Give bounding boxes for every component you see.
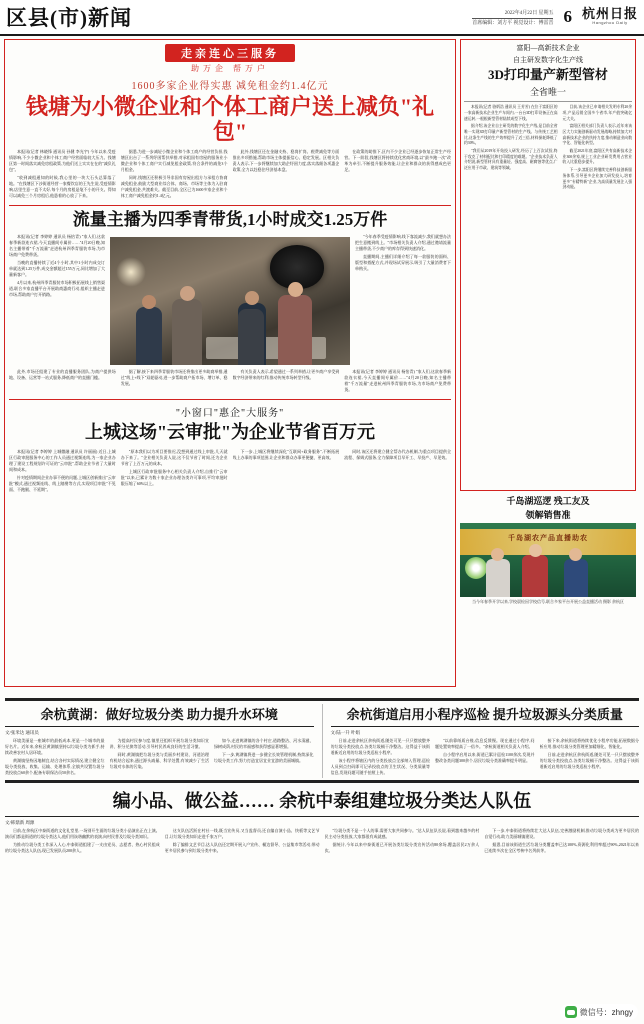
featured-block-frame [4, 39, 456, 687]
lead-kicker: 1600多家企业得实惠 减免租金约1.4亿元 [131, 81, 329, 92]
article-column [484, 828, 639, 856]
person-figure [136, 307, 162, 365]
paragraph: 同时,钱塘区还积极引导非国有房屋出租方与承租方协商减免租金,鼓励大型商业综合体、商场、市场等主体为入驻商户减免租金,共渡难关。截至目前,全区已为1600多家企业和个体工商户减免租金约1.4亿元。 [120, 174, 228, 198]
article-column [540, 738, 640, 778]
bottom-wide-byline: 文/韩鼎新 周源 [5, 819, 35, 825]
program-logo-icon [465, 557, 487, 579]
paragraph: 这支队伍活跃在村社一线,既当宣传员,又当监督员,还自编自演小品、快板等文艺节目,让垃圾分类知识走进千家万户。 [164, 827, 320, 839]
paragraph: 为提高村民参与度,镇里还组织开展垃圾分类知识宣讲、积分兑换等活动,引导村民养成良好的生活习惯。 [109, 737, 209, 749]
paragraph: 上城区行政审批服务中心相关负责人介绍,自推行"云审批"以来,已累计为数十家企业办理各类许可事项,平均审批时限压缩了60%以上。 [120, 468, 228, 486]
feature-headline: 3D打印量产新型管材 [488, 67, 608, 82]
article-column [214, 738, 314, 778]
story2-top [9, 234, 451, 367]
article-column [165, 828, 320, 856]
bottom-right-columns [331, 738, 640, 778]
paragraph: 日前,走进余杭区余杭街道,随处可见一只只摆放整齐的垃圾分类投放点,各类垃圾桶干净整洁。这得益于该街道新近启用的垃圾分类巡检小程序。 [539, 751, 639, 769]
person-figure [238, 309, 264, 365]
campaign-banner [9, 44, 451, 74]
article-column [121, 369, 228, 395]
section-divider [9, 399, 451, 400]
person-head [142, 295, 156, 309]
paragraph: "收到减租通知的时候,我心里的一块大石头总算落了地。"在钱塘区下沙街道经营一家餐饮店的王先生说,受疫情影响,店里生意一直不太好,每个月的房租是笔不小的开支。得知可以减免三个月房租后,他悬着的心放了下来。 [9, 174, 116, 198]
article-column [325, 828, 480, 856]
editor-line: 首席编辑：刘方平 视觉设计：傅雷晋 [472, 21, 554, 26]
tv-promo-title-1: 千岛湖巡逻 残工友及 [506, 496, 590, 506]
campaign-banner-main: 走亲连心三服务 [165, 44, 295, 62]
paragraph: 据统计,今年以来中泰街道已开展各类垃圾分类宣传活动80余场,覆盖居民2万余人次。 [324, 841, 480, 853]
article-column [121, 449, 228, 495]
article-column [233, 449, 340, 495]
feature-story-frame [460, 39, 636, 491]
paragraph: "原本我们以为项目要推迟,没想到通过线上审批,几天就办下来了。"企业相关负责人说,这不仅节省了时间,还为企业节省了上百万元的成本。 [120, 448, 228, 466]
article-column [233, 369, 340, 395]
bottom-wide-section [0, 780, 644, 856]
paragraph: 直播期间,主播们详细介绍了每一款服装的面料、版型和搭配方式,并现场试穿展示,吸引了大量消费者下单购买。 [355, 253, 451, 271]
banner-strip-text: 千岛湖农产品直播助农 [508, 534, 588, 543]
paragraph: 当晚的直播持续了近4个小时,其中1小时内成交订单就达到1.25万件,成交金额超过155万元,同比增加了大量新客户。 [9, 259, 105, 277]
paragraph: 富阳区相关部门负责人表示,近年来该区大力实施创新驱动发展战略,持续加大对高新技术企业的扶持力度,推动制造业向数字化、智能化转型。 [562, 124, 632, 146]
person-figure [278, 295, 312, 365]
person-head [288, 282, 303, 297]
paragraph: 下一步,富阳区将继续完善科技创新服务体系,引导更多企业加大研发投入,培育更多"专精特新"企业,为高质量发展注入强劲动能。 [562, 168, 632, 190]
story2-photo-wrap [110, 234, 350, 367]
column-divider [322, 704, 323, 778]
paper-logo [582, 7, 638, 26]
paragraph: 据悉,目前该街道生活垃圾分类覆盖率已达100%,资源化利用率超过90%,2021年以来已连续多次在全区考核中名列前茅。 [484, 841, 639, 853]
bottom-right-story [331, 704, 640, 778]
paragraph: "垃圾分类不是一个人的事,需要大家共同参与。"达人队伍队长说,看到越来越多的村民主动分类投放,大家都很有成就感。 [324, 827, 480, 839]
paragraph: 同时,黄湖镇把垃圾分类与美丽乡村建设、河道治理有机结合起来,通过源头减量、科学处置,有效减少了生活垃圾对水体的污染。 [109, 751, 209, 769]
article-column [344, 369, 451, 395]
bottom-right-byline: 文/陆一升 叶娟 [330, 729, 360, 735]
person-figure [172, 299, 202, 365]
paragraph: "以前靠纸质台账,信息反馈慢。现在通过小程序,问题处置效率提高了一倍多。"余杭街道相关负责人介绍。 [435, 737, 535, 749]
bottom-left-story [5, 704, 314, 778]
article-column [5, 738, 105, 778]
tv-promo-title-2: 领解销售准 [525, 510, 571, 521]
paragraph: 接下来,余杭街道将持续优化小程序功能,拓展数据分析应用,推动垃圾分类管理更加精细化、智能化。 [539, 737, 639, 749]
page-body [0, 36, 644, 696]
paragraph: "今年春季受疫情影响,线下客流减少,我们就想办法把生意搬到线上。"市场相关负责人介绍,通过邀请流量主播带货,不少商户的库存得到快速消化。 [355, 233, 451, 251]
bottom-right-title: 余杭街道启用小程序巡检 提升垃圾源头分类质量 [346, 707, 623, 722]
paragraph: 此外,钱塘区还在金融支持、稳岗扩岗、税费减免等方面推出多项措施,帮助市场主体提振信心、稳定发展。区相关负责人表示,下一步将继续加大助企纾困力度,落实落细各项惠企政策,全力以赴稳住经济基本盘。 [232, 148, 340, 172]
bottom-left-columns [5, 738, 314, 778]
bottom-left-byline: 文/张米达 通讯员 [5, 729, 39, 735]
lead-headline: 钱塘为小微企业和个体工商户送上减负"礼包" [25, 94, 435, 145]
section-divider [9, 205, 451, 206]
person-figure [522, 555, 548, 597]
feature-columns [464, 105, 632, 193]
masthead [0, 0, 644, 36]
story3-headline: 上城这场"云审批"为企业节省百万元 [85, 421, 375, 442]
paragraph: 据介绍,该企业自主研发的数字化生产线,是目前全省唯一实现3D打印量产新型管材的生产线。与传统工艺相比,这条生产线的生产效率提升了近三倍,材料损耗降低了约30%。 [464, 124, 558, 146]
title-rule [331, 726, 640, 727]
section-rule [5, 698, 639, 701]
wechat-icon [565, 1006, 577, 1018]
feature-subhead: 全省唯一 [529, 87, 566, 98]
title-rule [5, 816, 639, 817]
paragraph: 在政策的助推下,区内不少企业已经逐步恢复正常生产经营。下一阶段,钱塘区将持续优化营商环境,以"最多跑一次"改革为牵引,不断提升服务效能,让企业和群众的获得感成色更足。 [344, 148, 451, 172]
masthead-meta [472, 7, 553, 28]
person-figure [486, 559, 510, 597]
section-rule [5, 780, 639, 783]
tv-promo-photo [460, 523, 636, 597]
paper-name: 杭州日报 [581, 5, 638, 21]
campaign-banner-sub: 助万企 帮万户 [191, 64, 269, 73]
paragraph: 下一步,中泰街道将持续壮大达人队伍,完善激励机制,推动垃圾分类成为更多居民的自觉行动,助力美丽城镇建设。 [484, 827, 639, 839]
article-column [9, 149, 116, 201]
article-column [5, 828, 160, 856]
article-column [9, 234, 105, 367]
light-glow [116, 257, 146, 287]
article-column [121, 149, 228, 201]
paragraph: 4月以来,杭州四季青服装市场积极拓展线上销售渠道,联合多家直播平台开展助商惠商行动,组织主播走进市场,帮助商户打开销路。 [9, 279, 105, 297]
article-column [331, 738, 431, 778]
bottom-left-title: 余杭黄湖：做好垃圾分类 助力提升水环境 [40, 707, 278, 722]
article-column [464, 105, 558, 193]
left-column [4, 39, 456, 696]
paragraph: 据悉,为进一步减轻小微企业和个体工商户的经营负担,钱塘区出台了一系列纾困帮扶举措,对承租国有房屋的服务业小微企业和个体工商户实行减免租金政策,符合条件的减免3个月租金。 [120, 148, 228, 172]
paragraph: 截至2021年底,富阳区共有高新技术企业300余家,规上工业企业研发费用占营业收入比重稳步提升。 [562, 149, 632, 165]
paragraph: 本报讯(记者 林晓锋 通讯员 孙健 李光宇) 今年以来,受疫情影响,不少小微企业和个体工商户经营面临较大压力。钱塘区第一时间落实减免房租政策,为他们送上实实在在的"减负礼包"。 [9, 148, 116, 172]
paragraph: 日前,在余杭区中泰街道的文化礼堂里,一场别开生面的垃圾分类小品演出正在上演。演员们都是街道的垃圾分类达人,他们用诙谐幽默的表演,向村民普及垃圾分类知识。 [5, 827, 160, 839]
person-figure [564, 559, 588, 597]
feature-kicker-1: 富阳—高新技术企业 [516, 44, 580, 52]
date-line: 2022年4月22日 星期五 [504, 10, 554, 16]
wechat-watermark [560, 1004, 638, 1020]
article-column [9, 369, 116, 395]
paragraph: 本报讯(记者 李婷婷 上城微融 通讯员 许丽丽) 近日,上城区行政审批服务中心的工作人员通过视频连线,为一家企业办理了建设工程规划许可证的"云审批",帮助企业节省了大量时间和成本。 [9, 448, 116, 472]
lead-story-columns [9, 149, 451, 201]
paragraph: 针对疫情期间企业办事不便的问题,上城区创新推出"云审批"模式,通过视频连线、线上踏勘等方式,实现项目审批"不见面、不跑腿、不延期"。 [9, 474, 116, 492]
paragraph: 环境美丽是一座城市的最低成本,更是一个城市的最好名片。近年来,余杭区黄湖镇坚持以垃圾分类为抓手,持续改善农村人居环境。 [5, 737, 105, 755]
watermark-text: 微信号：zhngy [579, 1007, 633, 1017]
paragraph: 黄湖镇坚持因地制宜,结合各村实际情况,建立健全垃圾分类投放、收集、运输、处理体系,全镇共设置垃圾分类投放点60余个,配备专职保洁员50余名。 [5, 757, 105, 775]
article-column [344, 149, 451, 201]
feature-divider [464, 101, 632, 102]
title-rule [5, 726, 314, 727]
live-streaming-photo [110, 237, 350, 365]
paragraph: 如今,走进黄湖镇的各个村庄,道路整洁、河水清澈、绿树成荫,村民的幸福感和获得感显著增强。 [214, 737, 314, 749]
paragraph: 本报讯(记者 骆炳浩 通讯员 王芳芳) 在位于富阳区的一家高新技术企业生产车间内,一台台3D打印设备正在高速运转,一根根新型管材陆续成型下线。 [464, 105, 558, 121]
bottom-two-up-section [0, 698, 644, 778]
tv-promo-block [460, 495, 636, 605]
paragraph: 下一步,上城区将继续深化"互联网+政务服务",不断拓展线上办事的事项范围,让企业和群众办事更便捷、更高效。 [232, 448, 340, 460]
article-column [233, 149, 340, 201]
article-column [563, 105, 632, 193]
paragraph: "我们从2019年开始投入研发,经历了上百次试验,终于攻克了材料配比和打印精度的难题。"企业技术负责人介绍说,新型管材具有重量轻、强度高、耐腐蚀等优点,广泛应用于市政、建筑等领域。 [464, 149, 558, 171]
story3-subhead: "小窗口"惠企"大服务" [175, 407, 285, 419]
article-column [435, 738, 535, 778]
paragraph: 自小程序启用以来,街道已累计巡检1100余次,发现并整改各类问题300余个,居民垃圾分类准确率提升明显。 [435, 751, 535, 763]
paragraph: 目前,该企业已申请相关发明专利20余项,产品远销全国多个省市,年产值突破亿元大关。 [562, 105, 632, 121]
paragraph: 该小程序将辖区内的分类投放点全部纳入管理,巡检人员到点扫码即可记录投放点的卫生状况、分类质量等信息,发现问题可随手拍照上传。 [330, 757, 430, 775]
right-column [460, 39, 636, 696]
paper-name-en: Hangzhou Daily [592, 19, 628, 25]
paragraph: 有关负责人表示,希望通过一系列举措,让更多商户享受到数字经济带来的红利,推动传统市场转型升级。 [232, 368, 340, 380]
paragraph: 日前,走进余杭区余杭街道,随处可见一只只摆放整齐的垃圾分类投放点,各类垃圾桶干净整洁。这得益于该街道新近启用的垃圾分类巡检小程序。 [330, 737, 430, 755]
article-column [110, 738, 210, 778]
story2-headline: 流量主播为四季青带货,1小时成交1.25万件 [72, 209, 388, 229]
person-head [245, 291, 259, 305]
photo-caption: 当今年春季开学以来,学校晨检因学校信号,联合多家平台开展公益直播活动 摄影 余杭区 [472, 599, 624, 605]
article-column [9, 449, 116, 495]
masthead-right [472, 7, 644, 28]
paragraph: 本报讯(记者 李婷婷 通讯员 杨怡青) "家人们,这款春季新款连衣裙,今天直播间专属价……"4月20日晚,知名主播带着"千万流量"走进杭州四季青服装市场,为市场商户免费带货。 [9, 233, 105, 257]
paragraph: 本报讯(记者 李婷婷 通讯员 杨怡青) "家人们,这款春季新款连衣裙,今天直播间专属价……"4月20日晚,知名主播带着"千万流量"走进杭州四季青服装市场,为市场商户免费带货。 [344, 368, 451, 392]
page-number: 6 [563, 7, 572, 26]
story3-columns [9, 449, 451, 495]
feature-kicker-2: 自主研发数字化生产线 [513, 55, 583, 64]
section-title: 区县(市)新闻 [6, 6, 132, 30]
paragraph: 下一步,黄湖镇将进一步健全长效管理机制,持续深化垃圾分类工作,努力打造宜居宜业宜游的美丽城镇。 [214, 751, 314, 763]
meta-divider [472, 18, 553, 19]
bottom-wide-columns [5, 828, 639, 856]
person-head [180, 286, 195, 301]
paragraph: 同时,该区还将建立健全帮办代办机制,为重点项目提供全流程、保姆式服务,全力保障项目早开工、早投产、早见效。 [344, 448, 451, 460]
bottom-split [5, 704, 639, 778]
article-column [355, 234, 451, 367]
paragraph: 此外,市场还组建了专业的直播服务团队,为商户提供场地、设备、运营等一站式服务,降低商户的直播门槛。 [9, 368, 116, 380]
paragraph: 除了编排文艺节目,达人队伍还定期开展入户宣传、桶边督导、公益集市等活动,带动更多居民参与到垃圾分类中来。 [164, 841, 320, 853]
story2-bottom [9, 369, 451, 395]
paragraph: 为推动垃圾分类工作深入人心,中泰街道组建了一支由党员、志愿者、热心村民组成的垃圾分类达人队伍,现已发展队员200余人。 [5, 841, 160, 853]
bottom-wide-title: 编小品、做公益…… 余杭中泰组建垃圾分类达人队伍 [112, 790, 532, 811]
paragraph: 据了解,接下来四季青服装市场还将推出更多助商举措,通过"线上+线下"双轮驱动,进一步帮助商户拓市场、增订单、稳发展。 [120, 368, 228, 386]
article-column [344, 449, 451, 495]
